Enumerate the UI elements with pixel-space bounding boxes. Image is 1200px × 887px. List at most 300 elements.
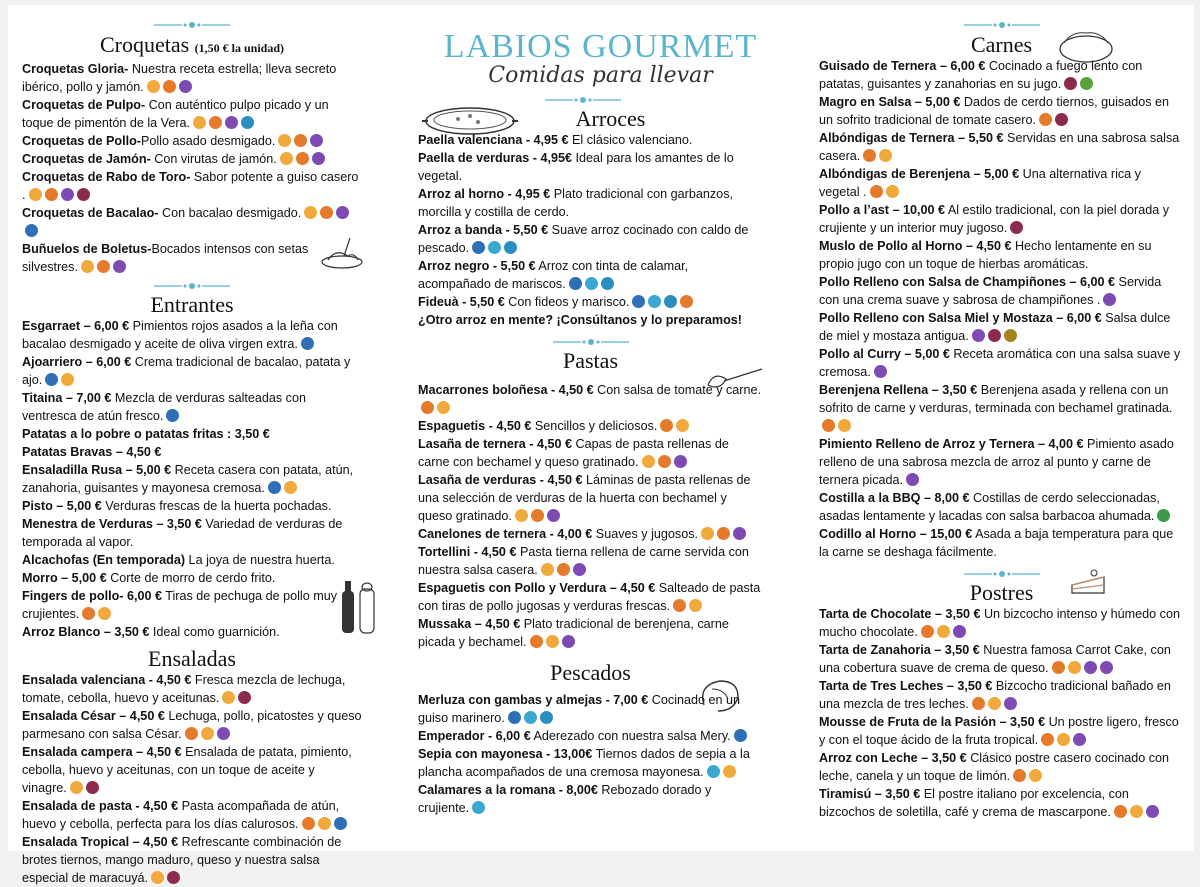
menu-sheet	[8, 5, 1194, 885]
menu-item-name: Mousse de Fruta de la Pasión – 3,50 €	[819, 715, 1046, 729]
allergen-fish-icon	[301, 337, 314, 350]
menu-item	[22, 150, 362, 168]
allergen-egg-icon	[201, 727, 214, 740]
menu-item-description: Sabor potente a guiso casero .	[22, 170, 359, 202]
menu-item-description: Nuestra receta estrella; lleva secreto ibérico, pollo y jamón.	[22, 62, 337, 94]
allergen-gluten-icon	[113, 260, 126, 273]
section-title-pescados: Pescados	[550, 660, 631, 685]
menu-item-description: Fresca mezcla de lechuga, tomate, cebolla, huevo y aceitunas.	[22, 673, 346, 705]
menu-item	[418, 293, 763, 311]
menu-item-name: Pollo Relleno con Salsa de Champiñones – 6,00 €	[819, 275, 1116, 289]
ornament-divider	[152, 279, 232, 293]
menu-item-name: Arroz al horno - 4,95 €	[418, 187, 551, 201]
menu-item-name: Pollo a l’ast – 10,00 €	[819, 203, 946, 217]
menu-item	[22, 168, 362, 204]
menu-item-name: Muslo de Pollo al Horno – 4,50 €	[819, 239, 1012, 253]
allergen-mollusc-icon	[504, 241, 517, 254]
menu-item-name: Espaguetis - 4,50 €	[418, 419, 532, 433]
allergen-egg-icon	[29, 188, 42, 201]
allergen-milk-icon	[658, 455, 671, 468]
allergen-milk-icon	[822, 419, 835, 432]
pasta-fork-drawing	[700, 365, 766, 401]
menu-item	[22, 569, 362, 587]
menu-item-description: Bocados intensos con setas silvestres.	[22, 242, 309, 274]
menu-item	[819, 605, 1184, 641]
menu-item	[22, 353, 362, 389]
allergen-gluten-icon	[1100, 661, 1113, 674]
menu-item-name: Ensalada campera – 4,50 €	[22, 745, 182, 759]
menu-item	[418, 185, 763, 221]
menu-item-description: Plato tradicional con garbanzos, morcilla y costilla de cerdo.	[418, 187, 733, 219]
allergen-milk-icon	[296, 152, 309, 165]
menu-item-name: Calamares a la romana - 8,00€	[418, 783, 598, 797]
paella-pan-drawing	[418, 101, 522, 141]
menu-item-description: El clásico valenciano.	[568, 133, 693, 147]
menu-item	[418, 543, 763, 579]
menu-item-name: Espaguetis con Pollo y Verdura – 4,50 €	[418, 581, 656, 595]
menu-item-description: Suaves y jugosos.	[592, 527, 699, 541]
allergen-egg-icon	[1068, 661, 1081, 674]
menu-item	[418, 615, 763, 651]
menu-item-description: Clásico postre casero cocinado con leche, canela y un toque de limón.	[819, 751, 1170, 783]
allergen-milk-icon	[1114, 805, 1127, 818]
menu-item-description: Tiras de pechuga de pollo muy crujientes.	[22, 589, 337, 621]
menu-item-name: Berenjena Rellena – 3,50 €	[819, 383, 978, 397]
menu-item-name: ¿Otro arroz en mente? ¡Consúltanos y lo preparamos!	[418, 313, 742, 327]
ornament-divider	[152, 18, 232, 32]
menu-item-description: Suave arroz cocinado con caldo de pescado.	[418, 223, 749, 255]
menu-item-name: Croquetas de Pulpo-	[22, 98, 146, 112]
menu-item-description: Salsa dulce de miel y mostaza antigua.	[819, 311, 1171, 343]
menu-item	[22, 833, 362, 887]
menu-item-name: Tarta de Zanahoria – 3,50 €	[819, 643, 980, 657]
croquetas-list	[22, 60, 362, 276]
allergen-fish-icon	[508, 711, 521, 724]
menu-item	[819, 381, 1184, 435]
menu-item	[819, 641, 1184, 677]
allergen-mollusc-icon	[241, 116, 254, 129]
menu-item-name: Alcachofas (En temporada)	[22, 553, 186, 567]
menu-item-name: Arroz negro - 5,50 €	[418, 259, 536, 273]
carnes-list	[819, 57, 1184, 561]
allergen-sulph-icon	[1064, 77, 1077, 90]
allergen-gluten-icon	[310, 134, 323, 147]
menu-item-name: Lasaña de verduras - 4,50 €	[418, 473, 583, 487]
allergen-gluten-icon	[1146, 805, 1159, 818]
menu-item	[22, 623, 362, 641]
allergen-egg-icon	[437, 401, 450, 414]
allergen-crust-icon	[472, 801, 485, 814]
allergen-gluten-icon	[972, 329, 985, 342]
menu-item	[22, 425, 362, 443]
allergen-crust-icon	[524, 711, 537, 724]
menu-item-description: Receta aromática con una salsa suave y cremosa.	[819, 347, 1181, 379]
section-title-ensaladas: Ensaladas	[148, 646, 236, 671]
menu-item	[418, 745, 763, 781]
allergen-gluten-icon	[217, 727, 230, 740]
menu-item-description: Variedad de verduras de temporada al vapor.	[22, 517, 343, 549]
column-left	[22, 5, 362, 887]
menu-item	[22, 204, 362, 240]
allergen-gluten-icon	[1073, 733, 1086, 746]
allergen-egg-icon	[642, 455, 655, 468]
allergen-sulph-icon	[988, 329, 1001, 342]
menu-item	[22, 515, 362, 551]
menu-item-name: Paella de verduras - 4,95€	[418, 151, 573, 165]
allergen-milk-icon	[185, 727, 198, 740]
menu-item-name: Patatas Bravas – 4,50 €	[22, 445, 162, 459]
allergen-milk-icon	[45, 188, 58, 201]
menu-item-name: Esgarraet – 6,00 €	[22, 319, 130, 333]
allergen-milk-icon	[680, 295, 693, 308]
menu-item	[418, 727, 763, 745]
menu-item-name: Croquetas de Jamón-	[22, 152, 151, 166]
section-title-arroces: Arroces	[575, 106, 646, 131]
allergen-fish-icon	[25, 224, 38, 237]
menu-item-description: Con bacalao desmigado.	[158, 206, 302, 220]
menu-item-description: Capas de pasta rellenas de carne con bechamel y queso gratinado.	[418, 437, 729, 469]
menu-item	[819, 273, 1184, 309]
menu-item-description: Cocinado a fuego lento con patatas, guisantes y zanahorias en su jugo.	[819, 59, 1143, 91]
ornament-divider	[962, 18, 1042, 32]
allergen-mollusc-icon	[540, 711, 553, 724]
menu-item	[418, 221, 763, 257]
menu-item-description: Refrescante combinación de brotes tiernos, mango maduro, queso y nuestra salsa especial de maracuyá.	[22, 835, 342, 885]
allergen-milk-icon	[863, 149, 876, 162]
allergen-milk-icon	[1039, 113, 1052, 126]
menu-item	[22, 707, 362, 743]
menu-item	[819, 129, 1184, 165]
allergen-milk-icon	[717, 527, 730, 540]
arroces-list	[418, 131, 763, 329]
menu-item-name: Arroz Blanco – 3,50 €	[22, 625, 150, 639]
allergen-fish-icon	[472, 241, 485, 254]
section-title-croquetas: Croquetas (1,50 € la unidad)	[99, 32, 285, 57]
menu-item-description: Ensalada de patata, pimiento, cebolla, huevo y aceitunas, con un toque de aceite y vinagre.	[22, 745, 352, 795]
allergen-egg-icon	[515, 509, 528, 522]
allergen-egg-icon	[886, 185, 899, 198]
allergen-milk-icon	[97, 260, 110, 273]
menu-item	[418, 435, 763, 471]
allergen-milk-icon	[972, 697, 985, 710]
allergen-sulph-icon	[238, 691, 251, 704]
menu-item	[819, 345, 1184, 381]
menu-item-description: Tiernos dados de sepia a la plancha acompañados de una cremosa mayonesa.	[418, 747, 750, 779]
menu-item-description: Al estilo tradicional, con la piel dorada y crujiente y un interior muy jugoso.	[819, 203, 1170, 235]
allergen-gluten-icon	[674, 455, 687, 468]
menu-item-description: Una alternativa rica y vegetal .	[819, 167, 1141, 199]
allergen-crust-icon	[488, 241, 501, 254]
brand-logo	[438, 29, 763, 87]
allergen-egg-icon	[1130, 805, 1143, 818]
allergen-milk-icon	[82, 607, 95, 620]
menu-item-name: Arroz con Leche – 3,50 €	[819, 751, 967, 765]
allergen-milk-icon	[209, 116, 222, 129]
menu-item-description: Hecho lentamente en su propio jugo con un toque de hierbas aromáticas.	[819, 239, 1152, 271]
menu-item-description: Pimientos rojos asados a la leña con bacalao desmigado y aceite de oliva virgen extra.	[22, 319, 338, 351]
menu-item-description: Con virutas de jamón.	[150, 152, 277, 166]
allergen-egg-icon	[278, 134, 291, 147]
menu-item-name: Ensalada valenciana - 4,50 €	[22, 673, 192, 687]
allergen-milk-icon	[302, 817, 315, 830]
roast-chicken-drawing	[1056, 25, 1116, 65]
ensaladas-list	[22, 671, 362, 887]
allergen-milk-icon	[557, 563, 570, 576]
menu-item-name: Pollo Relleno con Salsa Miel y Mostaza – 6,00 €	[819, 311, 1102, 325]
menu-item-name: Buñuelos de Boletus-	[22, 242, 152, 256]
menu-item-name: Fingers de pollo- 6,00 €	[22, 589, 162, 603]
allergen-egg-icon	[546, 635, 559, 648]
menu-item-description: Costillas de cerdo seleccionadas, asadas lentamente y lacadas con salsa barbacoa ahumada.	[819, 491, 1160, 523]
menu-item-name: Croquetas de Pollo-	[22, 134, 141, 148]
menu-item	[22, 443, 362, 461]
menu-item	[22, 240, 362, 276]
logo-title: LABIOS GOURMET	[443, 28, 758, 65]
menu-item-name: Tarta de Tres Leches – 3,50 €	[819, 679, 993, 693]
pastas-list	[418, 381, 763, 651]
menu-item	[418, 257, 763, 293]
allergen-mustard-icon	[1004, 329, 1017, 342]
menu-item	[22, 317, 362, 353]
menu-item	[819, 309, 1184, 345]
menu-item	[22, 389, 362, 425]
allergen-egg-icon	[70, 781, 83, 794]
allergen-fish-icon	[569, 277, 582, 290]
menu-item-description: Pimiento asado relleno de una sabrosa mezcla de arroz al punto y carne de ternera picada.	[819, 437, 1174, 487]
allergen-egg-icon	[151, 871, 164, 884]
menu-item	[819, 201, 1184, 237]
menu-item-name: Croquetas de Bacalao-	[22, 206, 159, 220]
menu-item	[819, 677, 1184, 713]
allergen-egg-icon	[937, 625, 950, 638]
allergen-egg-icon	[689, 599, 702, 612]
menu-item-name: Albóndigas de Berenjena – 5,00 €	[819, 167, 1020, 181]
allergen-fish-icon	[45, 373, 58, 386]
allergen-soy-icon	[1157, 509, 1170, 522]
menu-item-name: Costilla a la BBQ – 8,00 €	[819, 491, 970, 505]
menu-item	[418, 311, 763, 329]
postres-list	[819, 605, 1184, 821]
allergen-sulph-icon	[1055, 113, 1068, 126]
allergen-crust-icon	[648, 295, 661, 308]
allergen-gluten-icon	[1103, 293, 1116, 306]
menu-item-description: Corte de morro de cerdo frito.	[106, 571, 276, 585]
menu-item-name: Paella valenciana - 4,95 €	[418, 133, 569, 147]
menu-item-description: Salteado de pasta con tiras de pollo jugosas y verduras frescas.	[418, 581, 761, 613]
allergen-sulph-icon	[77, 188, 90, 201]
menu-item	[22, 461, 362, 497]
menu-item-description: Mezcla de verduras salteadas con ventresca de atún fresco.	[22, 391, 306, 423]
menu-item-description: Asada a baja temperatura para que la carne se deshaga fácilmente.	[819, 527, 1174, 559]
section-title-carnes: Carnes	[970, 32, 1033, 57]
croquetas-price-note: (1,50 € la unidad)	[194, 41, 285, 55]
menu-item	[418, 579, 763, 615]
menu-item-name: Lasaña de ternera - 4,50 €	[418, 437, 573, 451]
menu-item	[819, 435, 1184, 489]
menu-item-description: Plato tradicional de berenjena, carne picada y bechamel.	[418, 617, 729, 649]
ornament-divider	[962, 567, 1042, 581]
menu-item-name: Pollo al Curry – 5,00 €	[819, 347, 950, 361]
allergen-milk-icon	[530, 635, 543, 648]
allergen-egg-icon	[676, 419, 689, 432]
menu-item	[418, 471, 763, 525]
menu-item-description: Berenjena asada y rellena con un sofrito de carne y verduras, terminada con bechamel gratinada.	[819, 383, 1173, 415]
allergen-milk-icon	[163, 80, 176, 93]
menu-item-description: La joya de nuestra huerta.	[185, 553, 335, 567]
menu-item	[22, 96, 362, 132]
menu-item-name: Menestra de Verduras – 3,50 €	[22, 517, 202, 531]
logo-subtitle: Comidas para llevar	[488, 63, 713, 88]
menu-item-description: Receta casera con patata, atún, zanahoria, guisantes y mayonesa cremosa.	[22, 463, 354, 495]
allergen-milk-icon	[1041, 733, 1054, 746]
allergen-celery-icon	[1080, 77, 1093, 90]
menu-item-name: Croquetas de Rabo de Toro-	[22, 170, 191, 184]
menu-item-description: Rebozado dorado y crujiente.	[418, 783, 712, 815]
menu-item	[819, 713, 1184, 749]
allergen-gluten-icon	[953, 625, 966, 638]
menu-item	[819, 525, 1184, 561]
menu-item-name: Arroz a banda - 5,50 €	[418, 223, 549, 237]
allergen-milk-icon	[1052, 661, 1065, 674]
column-right	[819, 5, 1184, 821]
allergen-egg-icon	[147, 80, 160, 93]
menu-item-description: Un bizcocho intenso y húmedo con mucho chocolate.	[819, 607, 1180, 639]
allergen-gluten-icon	[573, 563, 586, 576]
section-title-pastas: Pastas	[563, 348, 618, 373]
menu-item	[22, 551, 362, 569]
allergen-egg-icon	[193, 116, 206, 129]
allergen-egg-icon	[318, 817, 331, 830]
menu-item-description: Láminas de pasta rellenas de una selección de verduras de la huerta con bechamel y queso gratinado.	[418, 473, 751, 523]
menu-item-description: Un postre ligero, fresco y con el toque ácido de la fruta tropical.	[819, 715, 1179, 747]
menu-item-name: Emperador - 6,00 €	[418, 729, 531, 743]
allergen-gluten-icon	[225, 116, 238, 129]
section-title-postres: Postres	[969, 580, 1034, 605]
allergen-gluten-icon	[179, 80, 192, 93]
allergen-gluten-icon	[562, 635, 575, 648]
allergen-crust-icon	[707, 765, 720, 778]
allergen-milk-icon	[294, 134, 307, 147]
allergen-fish-icon	[632, 295, 645, 308]
menu-item-name: Ajoarriero – 6,00 €	[22, 355, 132, 369]
menu-item	[819, 165, 1184, 201]
menu-item-description: Con salsa de tomate y carne.	[593, 383, 761, 397]
menu-item	[22, 797, 362, 833]
menu-item	[819, 93, 1184, 129]
allergen-gluten-icon	[874, 365, 887, 378]
menu-item	[22, 132, 362, 150]
entrantes-list	[22, 317, 362, 641]
menu-item-description: Crema tradicional de bacalao, patata y ajo.	[22, 355, 351, 387]
cake-slice-drawing	[1068, 563, 1108, 601]
menu-item	[22, 60, 362, 96]
menu-item	[418, 781, 763, 817]
menu-item-name: Magro en Salsa – 5,00 €	[819, 95, 961, 109]
menu-item-description: Arroz con tinta de calamar, acompañado de mariscos.	[418, 259, 689, 291]
allergen-milk-icon	[660, 419, 673, 432]
allergen-egg-icon	[1057, 733, 1070, 746]
menu-item-name: Tortellini - 4,50 €	[418, 545, 517, 559]
menu-item-description: Pasta acompañada de atún, huevo y cebolla, perfecta para los días calurosos.	[22, 799, 340, 831]
salt-pepper-drawing	[336, 575, 380, 637]
menu-item-description: Dados de cerdo tiernos, guisados en un sofrito tradicional de tomate casero.	[819, 95, 1170, 127]
menu-item-name: Ensaladilla Rusa – 5,00 €	[22, 463, 172, 477]
allergen-milk-icon	[320, 206, 333, 219]
allergen-egg-icon	[284, 481, 297, 494]
menu-item	[22, 743, 362, 797]
allergen-milk-icon	[531, 509, 544, 522]
menu-item-name: Ensalada Tropical – 4,50 €	[22, 835, 179, 849]
menu-item	[418, 149, 763, 185]
menu-item-name: Merluza con gambas y almejas - 7,00 €	[418, 693, 649, 707]
allergen-gluten-icon	[312, 152, 325, 165]
menu-item-description: Servidas en una sabrosa salsa casera.	[819, 131, 1180, 163]
menu-item-description: Servida con una crema suave y sabrosa de champiñones .	[819, 275, 1162, 307]
menu-item-name: Ensalada César – 4,50 €	[22, 709, 165, 723]
menu-item-name: Pisto – 5,00 €	[22, 499, 102, 513]
menu-item-name: Titaina – 7,00 €	[22, 391, 112, 405]
menu-item-name: Morro – 5,00 €	[22, 571, 107, 585]
allergen-gluten-icon	[906, 473, 919, 486]
ornament-divider	[551, 335, 631, 349]
menu-item-description: Con fideos y marisco.	[504, 295, 630, 309]
menu-item-name: Sepia con mayonesa - 13,00€	[418, 747, 593, 761]
allergen-fish-icon	[334, 817, 347, 830]
menu-item	[819, 237, 1184, 273]
menu-item	[819, 489, 1184, 525]
allergen-fish-icon	[268, 481, 281, 494]
allergen-crust-icon	[585, 277, 598, 290]
allergen-milk-icon	[870, 185, 883, 198]
menu-item-name: Tarta de Chocolate – 3,50 €	[819, 607, 981, 621]
tapas-drawing	[318, 232, 366, 272]
menu-item	[22, 671, 362, 707]
allergen-milk-icon	[1013, 769, 1026, 782]
allergen-egg-icon	[1029, 769, 1042, 782]
menu-item-name: Canelones de ternera - 4,00 €	[418, 527, 593, 541]
allergen-egg-icon	[988, 697, 1001, 710]
menu-item-name: Fideuà - 5,50 €	[418, 295, 505, 309]
menu-item-description: Verduras frescas de la huerta pochadas.	[101, 499, 332, 513]
menu-item-description: Sencillos y deliciosos.	[531, 419, 658, 433]
ornament-divider	[543, 93, 623, 107]
menu-item-description: Con auténtico pulpo picado y un toque de pimentón de la Vera.	[22, 98, 329, 130]
allergen-egg-icon	[222, 691, 235, 704]
menu-item-name: Albóndigas de Ternera – 5,50 €	[819, 131, 1004, 145]
menu-item-description: Pollo asado desmigado.	[140, 134, 276, 148]
menu-item-description: Lechuga, pollo, picatostes y queso parmesano con salsa César.	[22, 709, 362, 741]
allergen-gluten-icon	[1084, 661, 1097, 674]
menu-item-name: Ensalada de pasta - 4,50 €	[22, 799, 179, 813]
allergen-egg-icon	[541, 563, 554, 576]
allergen-fish-icon	[166, 409, 179, 422]
menu-item	[418, 417, 763, 435]
menu-item	[819, 785, 1184, 821]
allergen-egg-icon	[701, 527, 714, 540]
menu-item-name: Codillo al Horno – 15,00 €	[819, 527, 973, 541]
allergen-egg-icon	[280, 152, 293, 165]
allergen-egg-icon	[838, 419, 851, 432]
allergen-sulph-icon	[167, 871, 180, 884]
menu-item-description: Cocinado en un guiso marinero.	[418, 693, 741, 725]
menu-item-name: Patatas a lo pobre o patatas fritas : 3,50 €	[22, 427, 270, 441]
menu-item-name: Macarrones boloñesa - 4,50 €	[418, 383, 594, 397]
menu-item-name: Croquetas Gloria-	[22, 62, 129, 76]
menu-item	[418, 525, 763, 543]
menu-item	[22, 587, 362, 623]
allergen-fish-icon	[734, 729, 747, 742]
allergen-milk-icon	[921, 625, 934, 638]
